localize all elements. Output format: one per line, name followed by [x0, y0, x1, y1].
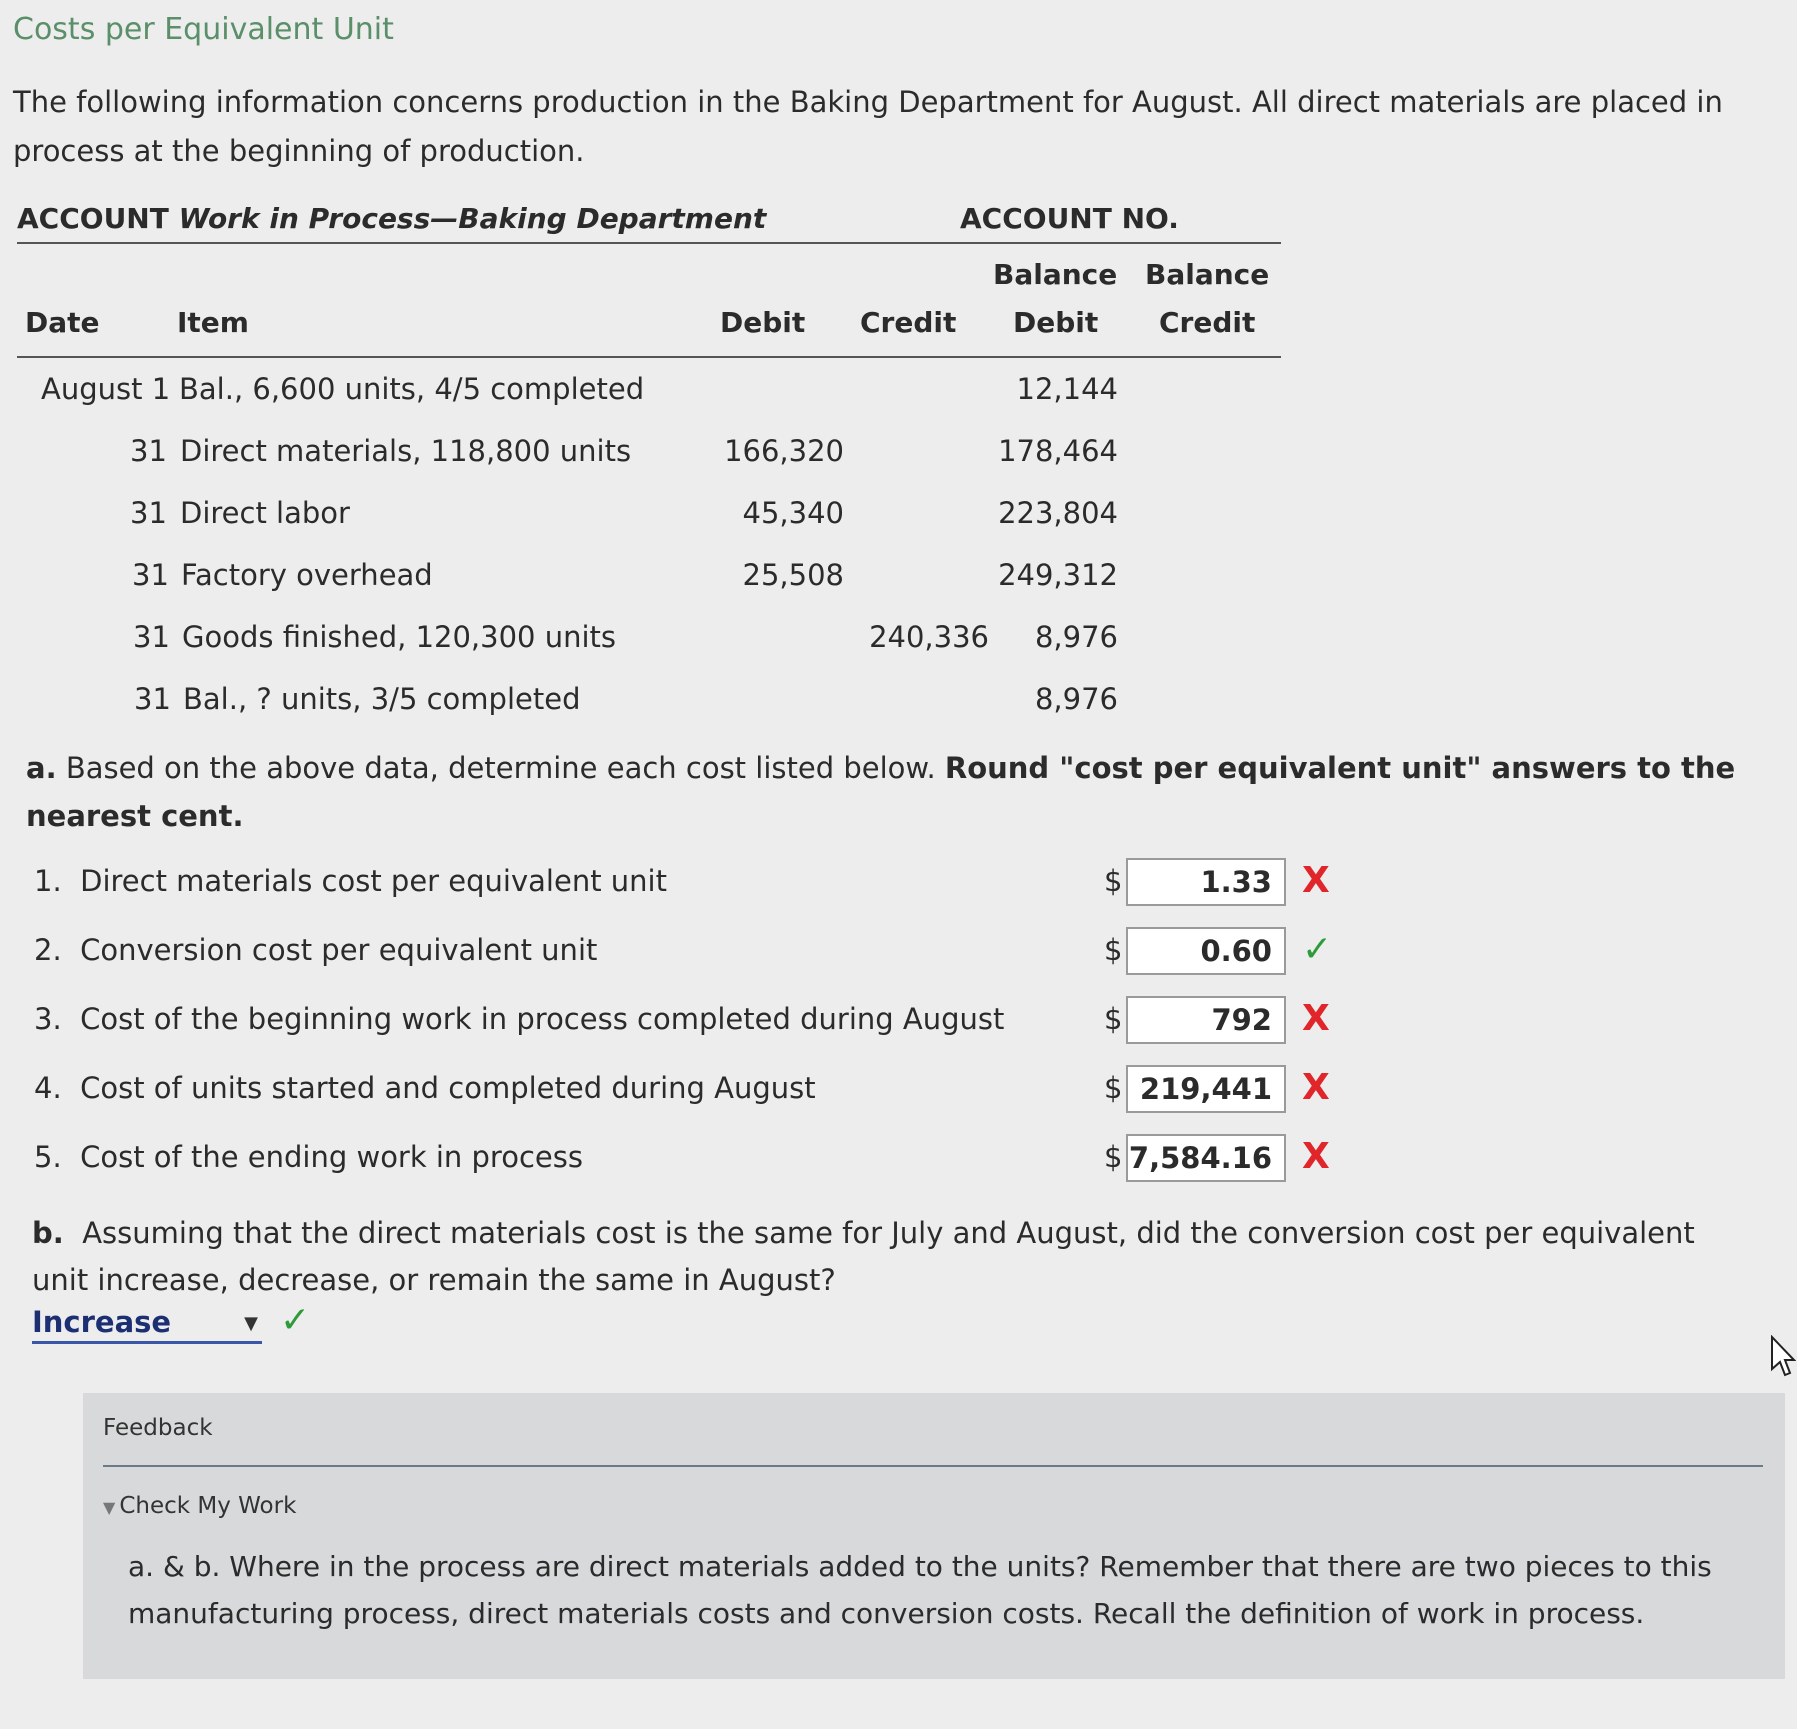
- page-title: Costs per Equivalent Unit: [13, 12, 394, 47]
- row-balance-debit: 249,312: [998, 558, 1118, 592]
- answer-label: 4. Cost of units started and completed during August: [34, 1071, 816, 1105]
- answer-input[interactable]: 219,441: [1126, 1065, 1286, 1113]
- row-debit: 25,508: [742, 558, 844, 592]
- row-balance-debit: 178,464: [998, 434, 1118, 468]
- row-balance-debit: 8,976: [1034, 620, 1118, 654]
- incorrect-icon: X: [1302, 1136, 1330, 1177]
- account-header: [17, 196, 1281, 244]
- account-number-label: ACCOUNT NO.: [960, 202, 1179, 235]
- account-name: ACCOUNT Work in Process—Baking Department: [17, 202, 767, 235]
- answer-label: 3. Cost of the beginning work in process completed during August: [34, 1002, 1005, 1036]
- row-credit: 240,336: [869, 620, 989, 654]
- problem-intro: The following information concerns production in the Baking Department for August. All direct materials are placed in process at the beginning of production.: [13, 85, 1723, 168]
- row-date: 31: [134, 682, 171, 716]
- part-b-question: b. Assuming that the direct materials cost is the same for July and August, did the conversion cost per equivalent unit increase, decrease, or remain the same in August?: [32, 1216, 1695, 1297]
- answer-row-5: [34, 1134, 1334, 1184]
- row-item: Bal., ? units, 3/5 completed: [183, 682, 581, 716]
- answer-label: 2. Conversion cost per equivalent unit: [34, 933, 598, 967]
- row-debit: 166,320: [724, 434, 844, 468]
- dollar-sign: $: [1104, 864, 1123, 898]
- chevron-down-icon: ▼: [244, 1313, 258, 1334]
- triangle-down-icon: ▼: [103, 1498, 116, 1517]
- col-balance-debit: Debit: [1013, 306, 1099, 339]
- dollar-sign: $: [1104, 933, 1123, 967]
- ledger-row: [17, 496, 1281, 554]
- incorrect-icon: X: [1302, 998, 1330, 1039]
- check-my-work-label: Check My Work: [119, 1493, 297, 1519]
- part-a-instructions: a. Based on the above data, determine each cost listed below. Round "cost per equivalent unit" answers to the nearest cent.: [26, 751, 1736, 833]
- row-item: Direct labor: [180, 496, 350, 530]
- ledger-row: [17, 682, 1281, 740]
- incorrect-icon: X: [1302, 860, 1330, 901]
- answer-row-4: [34, 1065, 1334, 1115]
- dollar-sign: $: [1104, 1140, 1123, 1174]
- col-balance-credit-top: Balance: [1145, 258, 1270, 291]
- correct-check-icon: ✓: [1302, 929, 1333, 970]
- col-credit: Credit: [860, 306, 957, 339]
- col-debit: Debit: [720, 306, 806, 339]
- ledger-table-header: [17, 250, 1281, 358]
- row-balance-debit: 8,976: [1034, 682, 1118, 716]
- feedback-text: a. & b. Where in the process are direct materials added to the units? Remember that there are two pieces to this manufacturing process, direct materials costs and conversion costs. Recall the definition of work in process.: [128, 1550, 1712, 1630]
- selected-option: Increase: [32, 1305, 172, 1339]
- row-debit: 45,340: [742, 496, 844, 530]
- row-balance-debit: 12,144: [1016, 372, 1118, 406]
- dollar-sign: $: [1104, 1002, 1123, 1036]
- row-item: Goods finished, 120,300 units: [182, 620, 617, 654]
- row-item: Direct materials, 118,800 units: [180, 434, 632, 468]
- answer-row-2: [34, 927, 1334, 977]
- answer-input[interactable]: 792: [1126, 996, 1286, 1044]
- col-balance-credit: Credit: [1159, 306, 1256, 339]
- feedback-panel: [83, 1393, 1785, 1679]
- check-my-work-toggle[interactable]: [103, 1493, 296, 1519]
- divider: [103, 1465, 1763, 1467]
- ledger-row: [17, 558, 1281, 616]
- correct-check-icon: ✓: [280, 1300, 311, 1341]
- col-balance-debit-top: Balance: [993, 258, 1118, 291]
- answer-row-3: [34, 996, 1334, 1046]
- answer-input[interactable]: 1.33: [1126, 858, 1286, 906]
- row-date: 31: [130, 434, 167, 468]
- col-item: Item: [177, 306, 249, 339]
- row-item: Factory overhead: [181, 558, 433, 592]
- row-date: 31: [130, 496, 167, 530]
- answer-row-1: [34, 858, 1334, 908]
- ledger-row: [17, 620, 1281, 678]
- ledger-row: [17, 372, 1281, 430]
- row-date: August 1: [41, 372, 171, 406]
- feedback-title: Feedback: [103, 1415, 213, 1441]
- col-date: Date: [25, 306, 100, 339]
- dollar-sign: $: [1104, 1071, 1123, 1105]
- answer-input[interactable]: 0.60: [1126, 927, 1286, 975]
- row-balance-debit: 223,804: [998, 496, 1118, 530]
- mouse-cursor-icon: [1770, 1335, 1796, 1379]
- answer-label: 5. Cost of the ending work in process: [34, 1140, 583, 1174]
- row-date: 31: [133, 620, 170, 654]
- incorrect-icon: X: [1302, 1067, 1330, 1108]
- part-b-answer-select[interactable]: [32, 1305, 262, 1344]
- answer-input[interactable]: 7,584.16: [1126, 1134, 1286, 1182]
- answer-label: 1. Direct materials cost per equivalent unit: [34, 864, 667, 898]
- row-item: Bal., 6,600 units, 4/5 completed: [179, 372, 645, 406]
- row-date: 31: [132, 558, 169, 592]
- ledger-row: [17, 434, 1281, 492]
